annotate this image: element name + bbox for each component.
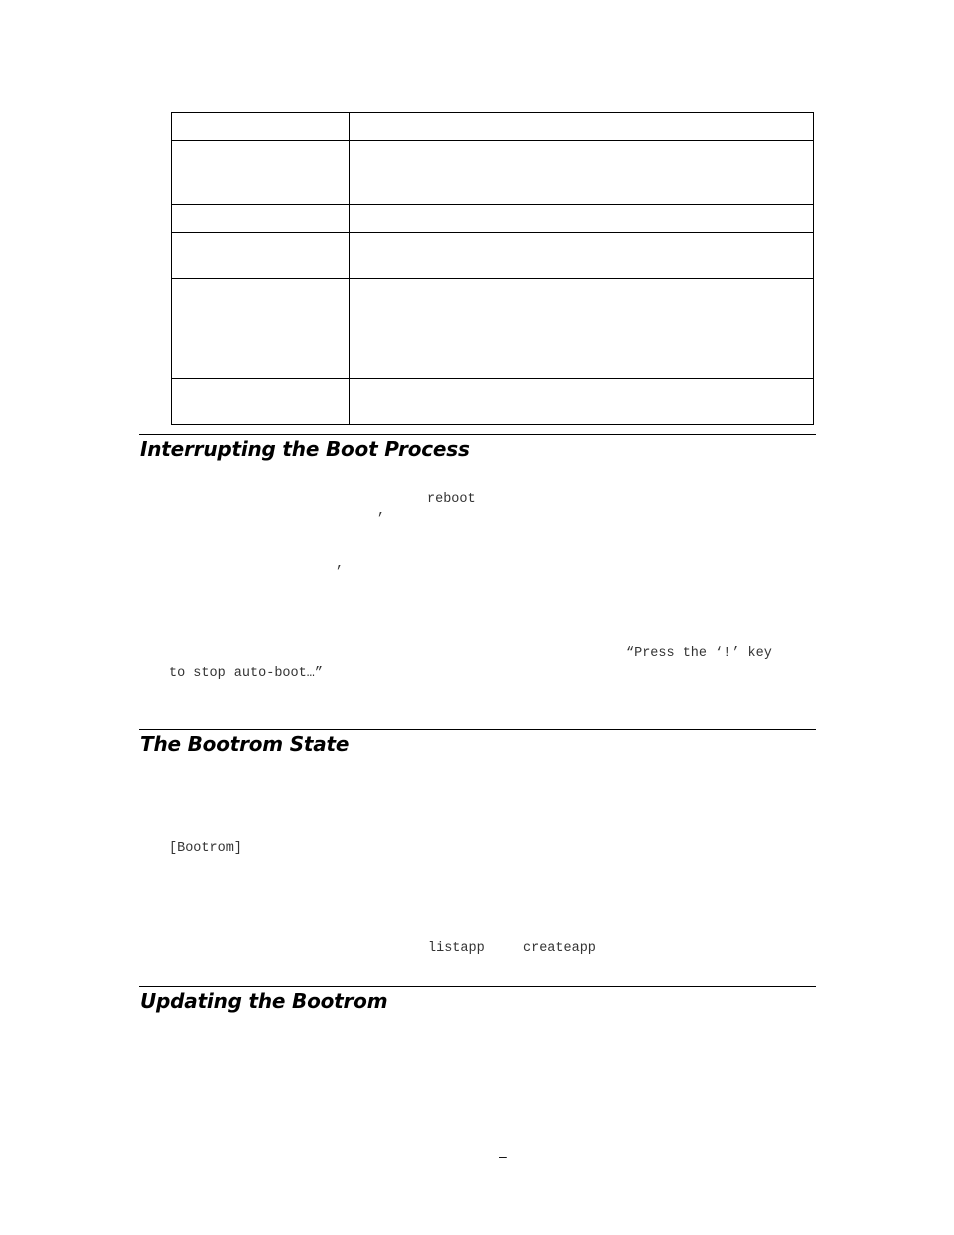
table-cell-description [350,233,814,279]
table-row [172,233,814,279]
table-cell-description [350,205,814,233]
section-divider [139,729,816,730]
punctuation-comma: , [336,557,345,572]
section-heading-updating: Updating the Bootrom [140,989,388,1013]
table-cell-command [172,233,350,279]
table-cell-command [172,379,350,425]
table-cell-command [172,113,350,141]
table-row [172,113,814,141]
code-bootrom-prompt: [Bootrom] [169,841,242,856]
section-heading-interrupting: Interrupting the Boot Process [140,437,470,461]
table-cell-command [172,205,350,233]
code-autoboot-message-line1: “Press the ‘!’ key [626,646,772,661]
table-row [172,205,814,233]
table-cell-description [350,279,814,379]
command-table [171,112,814,425]
table-cell-description [350,141,814,205]
table-cell-description [350,113,814,141]
code-createapp: createapp [523,941,596,956]
section-divider [139,434,816,435]
table-row [172,141,814,205]
code-autoboot-message-line2: to stop auto-boot…” [169,666,323,681]
punctuation-comma: , [377,504,386,519]
section-heading-bootrom-state: The Bootrom State [140,732,350,756]
table-cell-command [172,279,350,379]
page-number-mark: – [499,1148,507,1164]
table-row [172,279,814,379]
section-divider [139,986,816,987]
table-cell-description [350,379,814,425]
code-reboot: reboot [427,492,476,507]
code-listapp: listapp [428,941,485,956]
table-cell-command [172,141,350,205]
table-row [172,379,814,425]
